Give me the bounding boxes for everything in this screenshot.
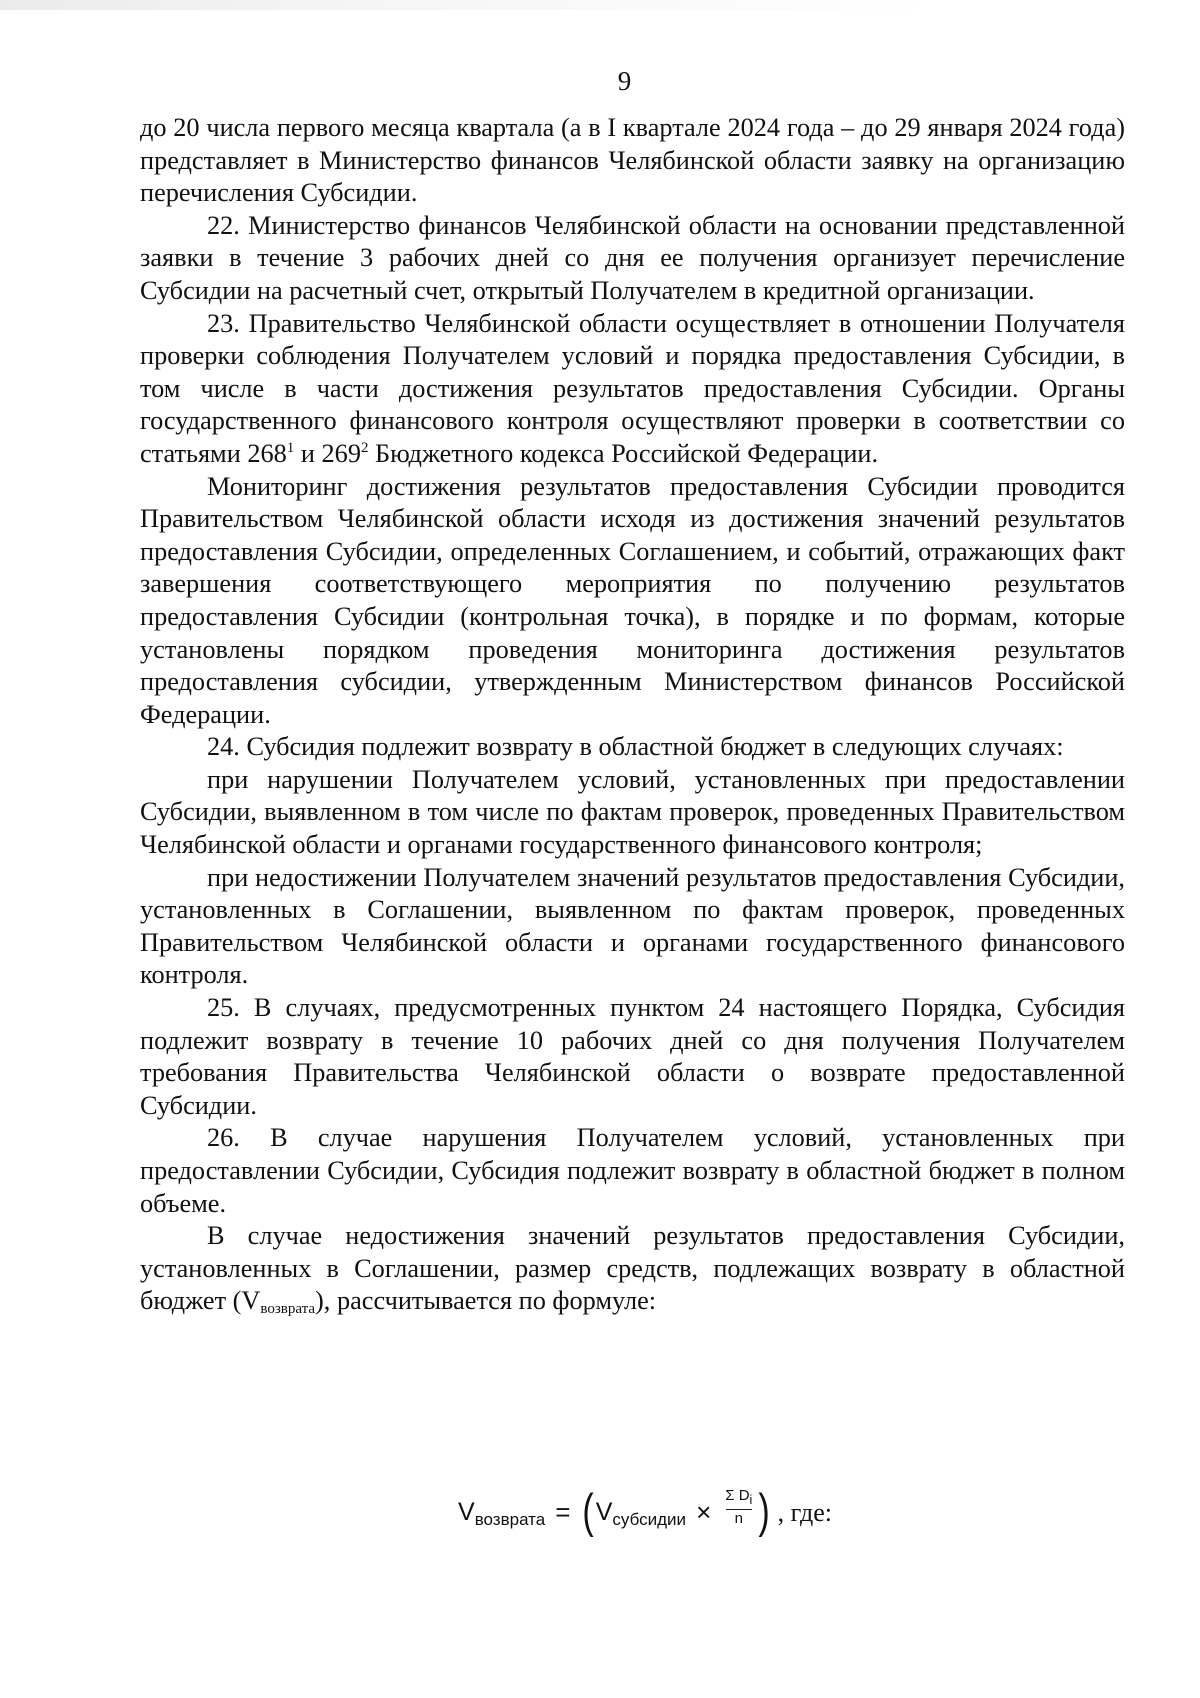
formula-intro-subscript: возврата (260, 1301, 316, 1318)
formula-subsidy-var (596, 1498, 686, 1527)
paragraph-24-case-1: при нарушении Получателем условий, установленных при предоставлении Субсидии, выявленном в том числе по фактам проверок, проведенных Правительством Челябинской области и органами государственного финансового контроля; (140, 764, 1125, 860)
paragraph-23-sup-1: 1 (286, 439, 295, 456)
paragraph-24-case-2: при недостижении Получателем значений результатов предоставления Субсидии, установленных в Соглашении, выявленном по фактам проверок, проведенных Правительством Челябинской области и органами государственного финансового контроля. (140, 862, 1125, 990)
formula-lhs-var: V (458, 1498, 475, 1526)
paragraph-23-sup-2: 2 (360, 439, 369, 456)
formula-open-paren: ( (582, 1485, 594, 1539)
refund-formula (458, 1485, 833, 1539)
formula-intro-text-2: ), рассчитывается по формуле: (315, 1286, 657, 1316)
document-body (140, 112, 1125, 1318)
fraction-numerator (725, 1488, 752, 1508)
paragraph-formula-intro (140, 1220, 1125, 1318)
fraction-numerator-text: Σ D (725, 1487, 750, 1504)
formula-close-paren: ) (758, 1485, 770, 1539)
fraction-denominator: n (734, 1510, 743, 1527)
formula-times: × (696, 1497, 712, 1527)
formula-rhs-var: V (595, 1498, 613, 1526)
paragraph-24: 24. Субсидия подлежит возврату в областной бюджет в следующих случаях: (207, 732, 1064, 762)
fraction-numerator-sub: i (749, 1493, 753, 1507)
paragraph-monitoring: Мониторинг достижения результатов предоставления Субсидии проводится Правительством Челябинской области исходя из достижения значений результатов предоставления Субсидии, определенных Соглашением, и событий, отражающих факт завершения соответствующего мероприятия по получению результатов предоставления Субсидии (контрольная точка), в порядке и по формам, которые установлены порядком проведения мониторинга достижения результатов предоставления субсидии, утвержденным Министерством финансов Российской Федерации. (140, 471, 1125, 729)
formula-tail: , где: (777, 1497, 833, 1527)
paragraph-continuation: до 20 числа первого месяца квартала (а в I квартале 2024 года – до 29 января 2024 года) представляет в Министерство финансов Челябинской области заявку на организацию перечисления Субсидии. (140, 113, 1125, 208)
paragraph-22: 22. Министерство финансов Челябинской области на основании представленной заявки в течение 3 рабочих дней со дня ее получения организует перечисление Субсидии на расчетный счет, открытый Получателем в кредитной организации. (140, 210, 1125, 305)
formula-lhs (458, 1498, 545, 1527)
formula-fraction (725, 1488, 752, 1527)
scan-edge-artifact (0, 0, 940, 10)
formula-intro-text-1: В случае недостижения значений результатов предоставления Субсидии, установленных в Соглашении, размер средств, подлежащих возврату в областной бюджет (V (140, 1221, 1125, 1316)
paragraph-25: 25. В случаях, предусмотренных пунктом 24 настоящего Порядка, Субсидия подлежит возврату в течение 10 рабочих дней со дня получения Получателем требования Правительства Челябинской области о возврате предоставленной Субсидии. (140, 993, 1125, 1120)
formula-equals: = (555, 1497, 571, 1527)
paragraph-26: 26. В случае нарушения Получателем условий, установленных при предоставлении Субсидии, Субсидия подлежит возврату в областной бюджет в полном объеме. (140, 1123, 1125, 1218)
paragraph-23 (140, 308, 1125, 471)
paragraph-23-text-3: Бюджетного кодекса Российской Федерации. (368, 438, 879, 468)
page-number: 9 (617, 66, 632, 96)
formula-rhs-sub: субсидии (612, 1510, 687, 1529)
paragraph-23-text-1: 23. Правительство Челябинской области осуществляет в отношении Получателя проверки соблюдения Получателем условий и порядка предоставления Субсидии, в том числе в части достижения результатов предоставления Субсидии. Органы государственного финансового контроля осуществляют проверки в соответствии со статьями 268 (140, 308, 1125, 468)
formula-lhs-sub: возврата (474, 1510, 546, 1529)
paragraph-23-text-2: и 269 (294, 438, 361, 468)
